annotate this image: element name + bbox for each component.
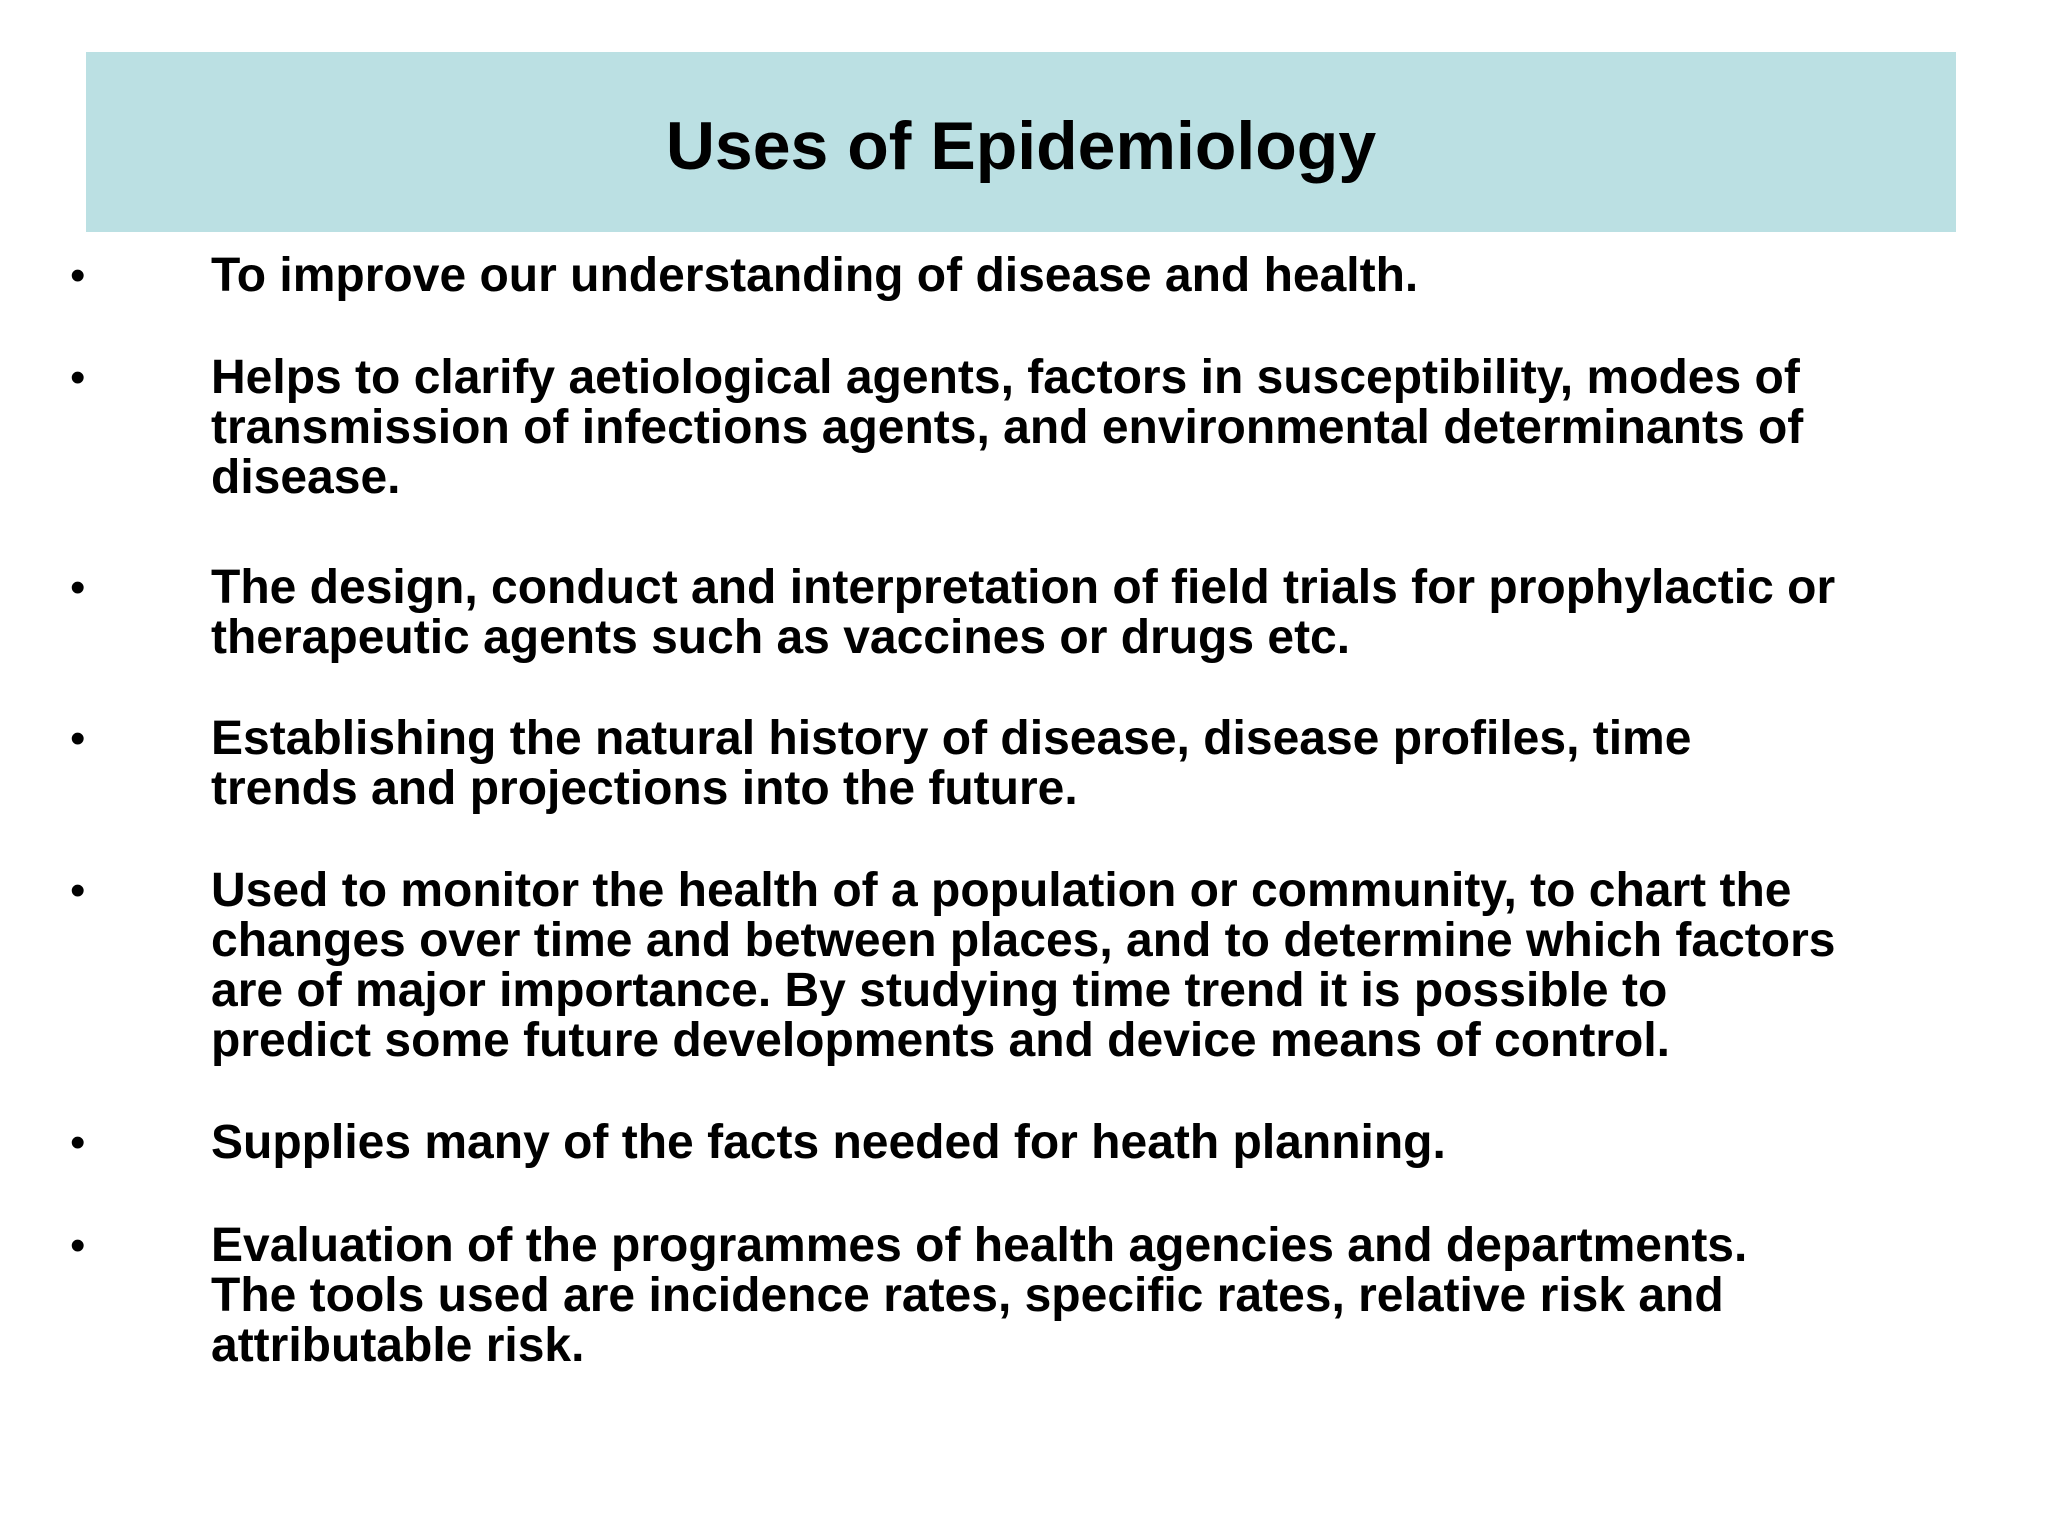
bullet-text: Helps to clarify aetiological agents, factors in susceptibility, modes of transmission of infections agents, and environmental determinants of disease. [211, 351, 1804, 504]
bullet-point-icon: • [70, 251, 86, 300]
bullet-point-icon: • [70, 866, 86, 915]
title-banner [86, 52, 1956, 232]
bullet-point-icon: • [70, 563, 86, 612]
bullet-text: Establishing the natural history of disease, disease profiles, time trends and projections into the future. [211, 712, 1692, 815]
bullet-point-icon: • [70, 1118, 86, 1167]
bullet-point-icon: • [70, 353, 86, 402]
bullet-text: The design, conduct and interpretation of field trials for prophylactic or therapeutic agents such as vaccines or drugs etc. [211, 561, 1836, 664]
slide-title: Uses of Epidemiology [665, 108, 1377, 184]
bullet-point-icon: • [70, 714, 86, 763]
bullet-text: To improve our understanding of disease and health. [211, 249, 1419, 302]
bullet-text: Evaluation of the programmes of health agencies and departments. The tools used are incidence rates, specific rates, relative risk and attributable risk. [211, 1219, 1748, 1372]
bullet-text: Supplies many of the facts needed for heath planning. [211, 1116, 1446, 1169]
bullet-text: Used to monitor the health of a population or community, to chart the changes over time and between places, and to determine which factors are of major importance. By studying time trend it is possible to predict some future developments and device means of control. [211, 864, 1836, 1067]
bullet-point-icon: • [70, 1221, 86, 1270]
